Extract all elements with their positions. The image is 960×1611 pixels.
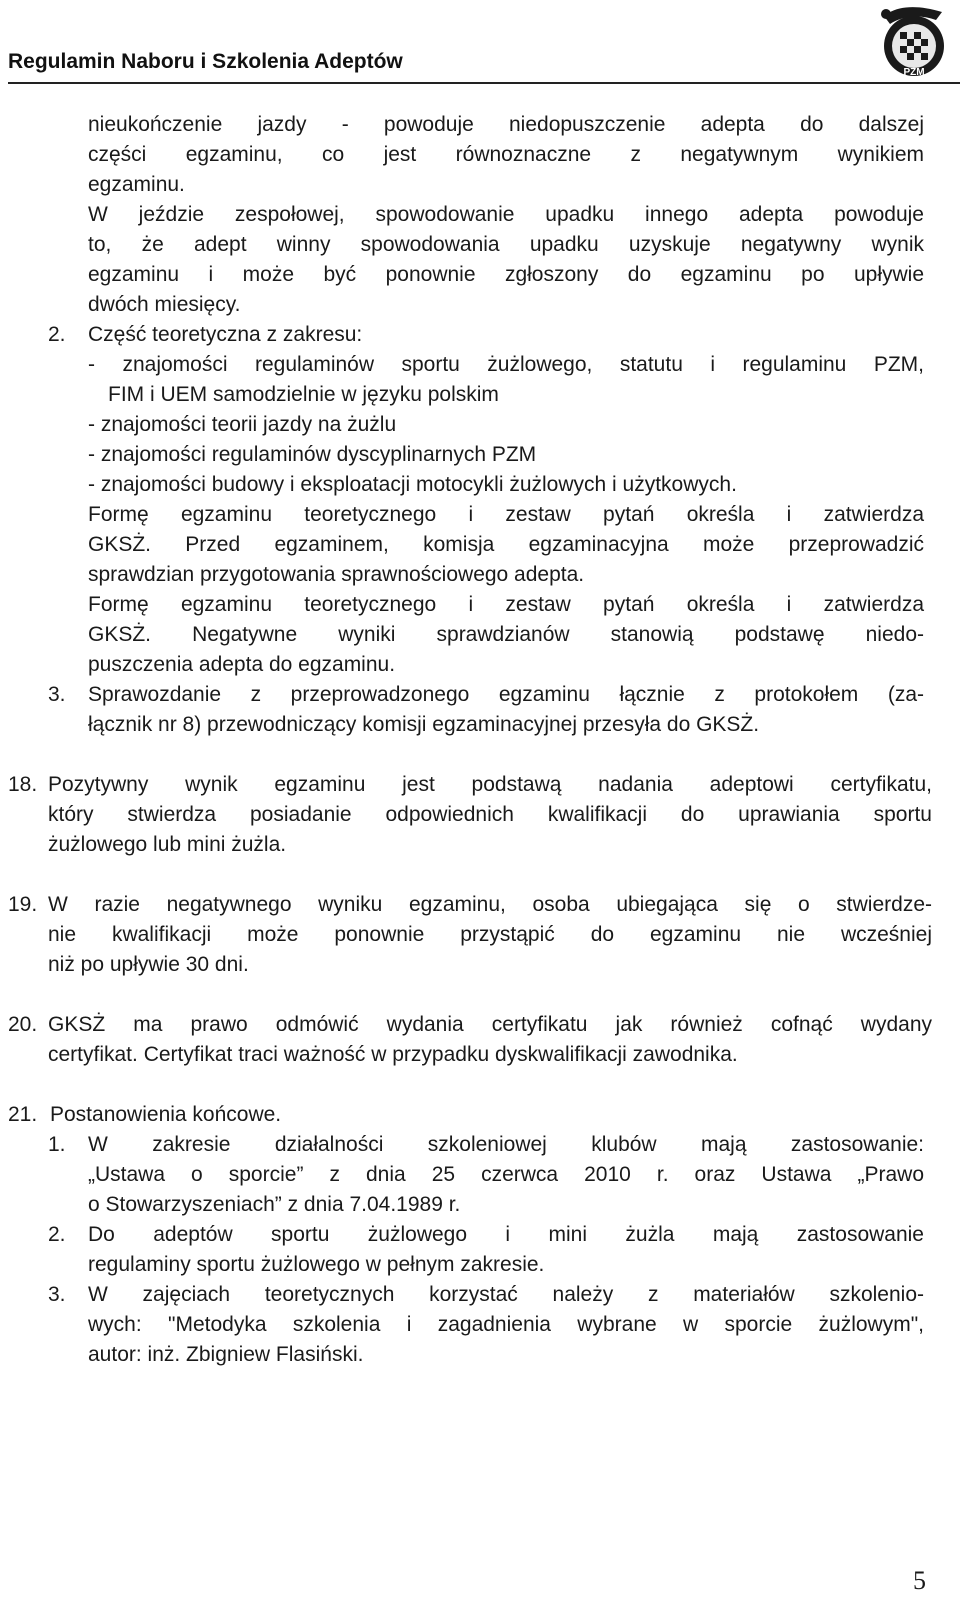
logo-text: PZM <box>903 67 925 78</box>
text-line: Formę egzaminu teoretycznego i zestaw pytań określa i zatwierdza <box>88 593 924 616</box>
text-line: egzaminu. <box>88 173 185 196</box>
text-line: Sprawozdanie z przeprowadzonego egzaminu łącznie z protokołem (za- <box>88 683 924 706</box>
section-number: 18. <box>8 773 38 796</box>
text-line: Pozytywny wynik egzaminu jest podstawą nadania adeptowi certyfikatu, <box>48 773 932 796</box>
text-line: W zajęciach teoretycznych korzystać należy z materiałów szkolenio- <box>88 1283 924 1306</box>
item-number: 3. <box>48 683 66 706</box>
intro-paragraph-1 <box>88 110 924 200</box>
item-number: 3. <box>48 1283 66 1306</box>
text-line: wych: "Metodyka szkolenia i zagadnienia wybrane w sporcie żużlowym", <box>88 1313 924 1336</box>
item-number: 1. <box>48 1133 66 1156</box>
text-line: to, że adept winny spowodowania upadku uzyskuje negatywny wynik <box>88 233 924 256</box>
text-line: FIM i UEM samodzielnie w języku polskim <box>108 383 499 406</box>
text-line: sprawdzian przygotowania sprawnościowego adepta. <box>88 563 585 586</box>
section-title: Postanowienia końcowe. <box>50 1103 282 1126</box>
text-line: GKSŻ. Negatywne wyniki sprawdzianów stanowią podstawę niedo- <box>88 623 924 646</box>
text-line: żużlowego lub mini żużla. <box>48 833 287 856</box>
text-line: „Ustawa o sporcie” z dnia 25 czerwca 2010 r. oraz Ustawa „Prawo <box>88 1163 924 1186</box>
text-line: W zakresie działalności szkoleniowej klubów mają zastosowanie: <box>88 1133 924 1156</box>
text-line: GKSŻ. Przed egzaminem, komisja egzaminacyjna może przeprowadzić <box>88 533 924 556</box>
text-line: części egzaminu, co jest równoznaczne z negatywnym wynikiem <box>88 143 924 166</box>
text-line: GKSŻ ma prawo odmówić wydania certyfikatu jak również cofnąć wydany <box>48 1013 932 1036</box>
intro-paragraph-2 <box>88 200 924 320</box>
text-line: - znajomości regulaminów dyscyplinarnych PZM <box>88 443 537 466</box>
text-line: łącznik nr 8) przewodniczący komisji egzaminacyjnej przesyła do GKSŻ. <box>88 713 760 736</box>
text-line: certyfikat. Certyfikat traci ważność w przypadku dyskwalifikacji zawodnika. <box>48 1043 738 1066</box>
text-line: Część teoretyczna z zakresu: <box>88 323 363 346</box>
text-line: dwóch miesięcy. <box>88 293 241 316</box>
text-line: niż po upływie 30 dni. <box>48 953 249 976</box>
section-number: 19. <box>8 893 38 916</box>
page-number: 5 <box>913 1566 926 1595</box>
item-number: 2. <box>48 323 66 346</box>
text-line: nieukończenie jazdy - powoduje niedopuszczenie adepta do dalszej <box>88 113 924 136</box>
text-line: Do adeptów sportu żużlowego i mini żużla mają zastosowanie <box>88 1223 924 1246</box>
text-line: puszczenia adepta do egzaminu. <box>88 653 396 676</box>
text-line: egzaminu i może być ponownie zgłoszony do egzaminu po upływie <box>88 263 924 286</box>
text-line: nie kwalifikacji może ponownie przystąpić do egzaminu nie wcześniej <box>48 923 932 946</box>
text-line: autor: inż. Zbigniew Flasiński. <box>88 1343 364 1366</box>
text-line: Formę egzaminu teoretycznego i zestaw pytań określa i zatwierdza <box>88 503 924 526</box>
item-number: 2. <box>48 1223 66 1246</box>
text-line: W razie negatywnego wyniku egzaminu, osoba ubiegająca się o stwierdze- <box>48 893 932 916</box>
pzm-logo <box>876 2 950 80</box>
section-number: 20. <box>8 1013 38 1036</box>
text-line: - znajomości teorii jazdy na żużlu <box>88 413 397 436</box>
section-number: 21. <box>8 1103 38 1126</box>
page-header <box>8 0 960 84</box>
text-line: - znajomości budowy i eksploatacji motocykli żużlowych i użytkowych. <box>88 473 737 496</box>
text-line: o Stowarzyszeniach” z dnia 7.04.1989 r. <box>88 1193 461 1216</box>
text-line: który stwierdza posiadanie odpowiednich kwalifikacji do uprawiania sportu <box>48 803 932 826</box>
document-title: Regulamin Naboru i Szkolenia Adeptów <box>8 50 403 73</box>
text-line: regulaminy sportu żużlowego w pełnym zakresie. <box>88 1253 545 1276</box>
text-line: - znajomości regulaminów sportu żużlowego, statutu i regulaminu PZM, <box>88 353 924 376</box>
text-line: W jeździe zespołowej, spowodowanie upadku innego adepta powoduje <box>88 203 924 226</box>
